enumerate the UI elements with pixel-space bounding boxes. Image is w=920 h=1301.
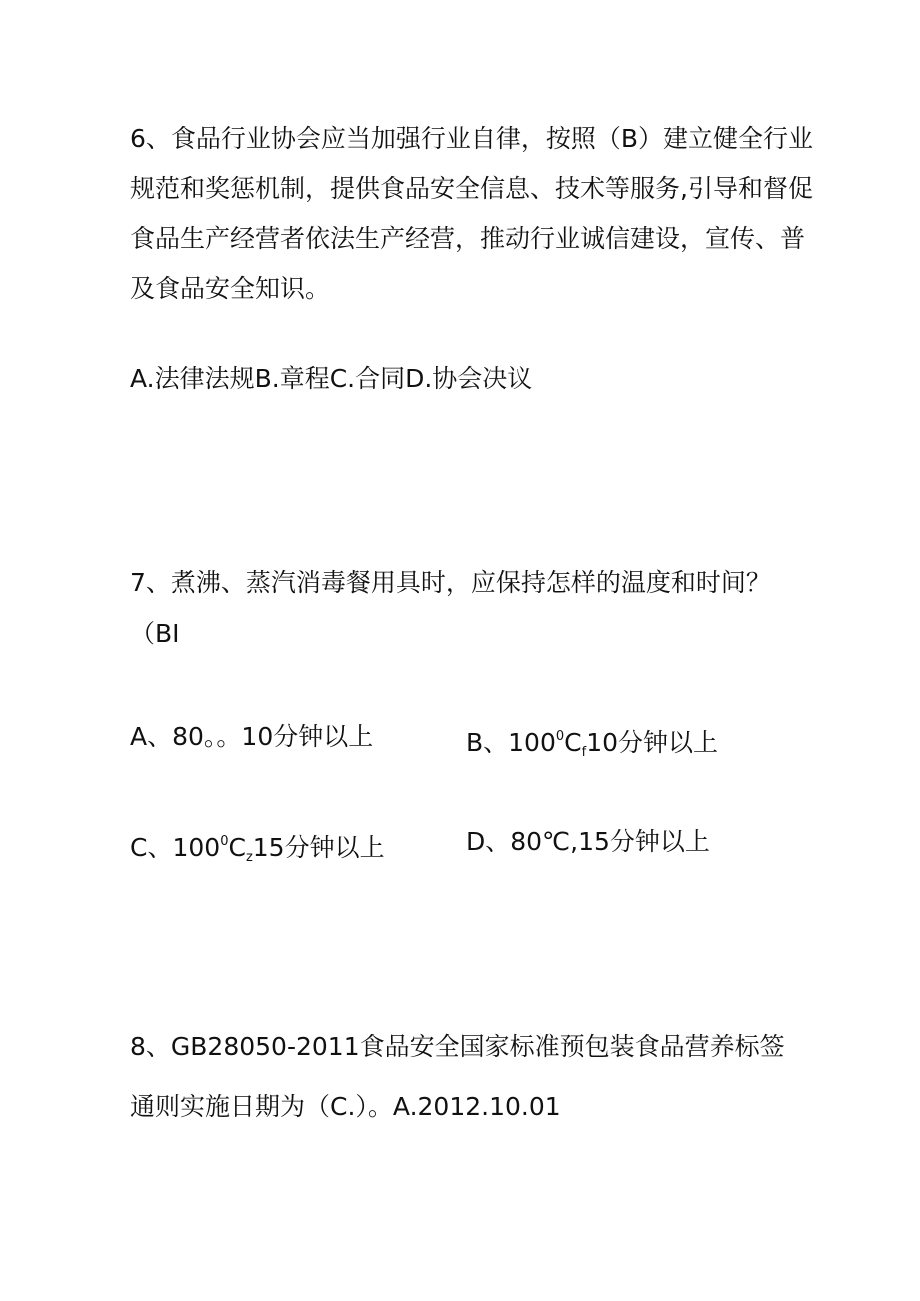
- q7-line-2: （BI: [130, 619, 180, 648]
- q7-option-c-sup: 0: [220, 834, 229, 849]
- q7-option-a: A、80。。10分钟以上: [130, 722, 374, 751]
- q6-line-3: 食品生产经营者依法生产经营，推动行业诚信建设，宣传、普: [130, 224, 806, 253]
- q7-option-b-mid: C: [564, 728, 582, 757]
- q7-option-b-sub: f: [581, 745, 587, 760]
- q7-option-d: D、80℃,15分钟以上: [466, 827, 710, 856]
- q7-option-b-prefix: B、100: [466, 728, 556, 757]
- q7-option-b-suffix: 10分钟以上: [586, 728, 719, 757]
- q8-line-1: 8、GB28050-2011食品安全国家标准预包装食品营养标签: [130, 1032, 785, 1061]
- q7-option-b-sup: 0: [555, 729, 565, 744]
- q7-option-c-prefix: C、100: [130, 833, 221, 862]
- q6-line-4: 及食品安全知识。: [130, 274, 331, 303]
- q7-option-c-mid: C: [228, 833, 246, 862]
- q7-option-c-suffix: 15分钟以上: [252, 833, 385, 862]
- q7-option-c-sub: z: [245, 850, 253, 865]
- q7-line-1: 7、煮沸、蒸汽消毒餐用具时，应保持怎样的温度和时间？: [130, 568, 771, 597]
- q6-line-1: 6、食品行业协会应当加强行业自律，按照（B）建立健全行业: [130, 124, 814, 153]
- q6-options: A.法律法规B.章程C.合同D.协会决议: [130, 364, 533, 393]
- q7-option-b: [466, 720, 718, 770]
- q6-line-2: 规范和奖惩机制，提供食品安全信息、技术等服务,引导和督促: [130, 174, 813, 203]
- q8-line-2: 通则实施日期为（C.）。A.2012.10.01: [130, 1092, 561, 1121]
- q7-option-c: [130, 825, 385, 875]
